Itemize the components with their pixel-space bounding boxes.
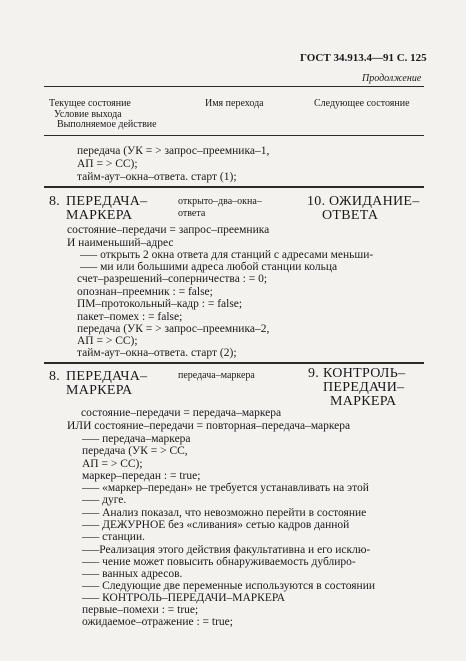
comment-line: —–Реализация этого действия факультативна и его исклю- <box>82 544 371 556</box>
action-line: передача (УК = > запрос–преемника–2, <box>77 323 270 335</box>
next-state-name-cont: МАРКЕРА <box>330 394 397 409</box>
continuation-label: Продолжение <box>362 73 422 84</box>
action-line: передача (УК = > СС, <box>82 445 188 457</box>
current-state-name-cont: МАРКЕРА <box>66 208 133 223</box>
col-header-current-state: Текущее состояние <box>49 98 131 109</box>
current-state-number: 8. <box>49 194 61 209</box>
col-header-action: Выполняемое действие <box>57 119 157 130</box>
action-line: пакет–помех : = false; <box>77 311 183 323</box>
action-line: АП = > СС); <box>82 458 143 470</box>
exit-condition-line: И наименьший–адрес <box>67 237 174 249</box>
current-state-number: 8. <box>49 369 61 384</box>
action-line: счет–разрешений–соперничества : = 0; <box>77 273 268 285</box>
comment-line: —– открыть 2 окна ответа для станций с адресами меньши- <box>80 249 374 261</box>
action-line: АП = > СС); <box>77 335 138 347</box>
transition-name-cont: ответа <box>178 208 206 219</box>
action-line: тайм-аут–окна–ответа. старт (1); <box>77 171 237 183</box>
next-state-number: 10. <box>307 194 326 209</box>
current-state-name-cont: МАРКЕРА <box>66 383 133 398</box>
exit-condition-line: состояние–передачи = передача–маркера <box>81 407 282 419</box>
action-line: опознан–преемник : = false; <box>77 286 213 298</box>
col-header-transition-name: Имя перехода <box>205 98 264 109</box>
action-line: маркер–передан : = true; <box>82 470 201 482</box>
current-state-name: ПЕРЕДАЧА– <box>66 369 148 384</box>
next-state-name: КОНТРОЛЬ– <box>323 366 406 381</box>
next-state-number: 9. <box>308 366 320 381</box>
comment-line: —– КОНТРОЛЬ–ПЕРЕДАЧИ–МАРКЕРА <box>82 592 286 604</box>
transition-name: открыто–два–окна– <box>178 196 262 207</box>
comment-line: —– ванных адресов. <box>82 568 183 580</box>
action-line: передача (УК = > запрос–преемника–1, <box>77 145 270 157</box>
comment-line: —– Следующие две переменные используются в состоянии <box>82 580 375 592</box>
comment-line: —– ДЕЖУРНОЕ без «сливания» сетью кадров данной <box>82 519 350 531</box>
col-header-next-state: Следующее состояние <box>314 98 410 109</box>
next-state-name-cont: ОТВЕТА <box>322 208 379 223</box>
action-line: тайм-аут–окна–ответа. старт (2); <box>77 347 237 359</box>
next-state-name: ОЖИДАНИЕ– <box>329 194 420 209</box>
comment-line: —– передача–маркера <box>82 433 191 445</box>
exit-condition-line: ИЛИ состояние–передачи = повторная–передача–маркера <box>67 420 351 432</box>
exit-condition-line: состояние–передачи = запрос–преемника <box>67 224 270 236</box>
current-state-name: ПЕРЕДАЧА– <box>66 194 148 209</box>
table-top-rule <box>44 86 424 87</box>
table-header-rule <box>44 135 424 136</box>
col-header-exit-condition: Условие выхода <box>54 109 122 120</box>
action-line: ПМ–протокольный–кадр : = false; <box>77 298 243 310</box>
action-line: ожидаемое–отражение : = true; <box>82 616 233 628</box>
standard-reference: ГОСТ 34.913.4—91 С. 125 <box>300 52 427 64</box>
comment-line: —– Анализ показал, что невозможно перейти в состояние <box>82 507 367 519</box>
comment-line: —– дуге. <box>82 494 127 506</box>
comment-line: —– станции. <box>82 531 145 543</box>
transition-name: передача–маркера <box>178 370 255 381</box>
action-line: АП = > СС); <box>77 158 138 170</box>
comment-line: —– «маркер–передан» не требуется устанавливать на этой <box>82 482 369 494</box>
comment-line: —– ми или большими адреса любой станции кольца <box>80 261 338 273</box>
action-line: первые–помехи : = true; <box>82 604 199 616</box>
comment-line: —– чение может повысить обнаруживаемость дублиро- <box>82 556 356 568</box>
row-separator <box>44 362 424 364</box>
row-separator <box>44 186 424 188</box>
next-state-name-cont: ПЕРЕДАЧИ– <box>323 380 405 395</box>
